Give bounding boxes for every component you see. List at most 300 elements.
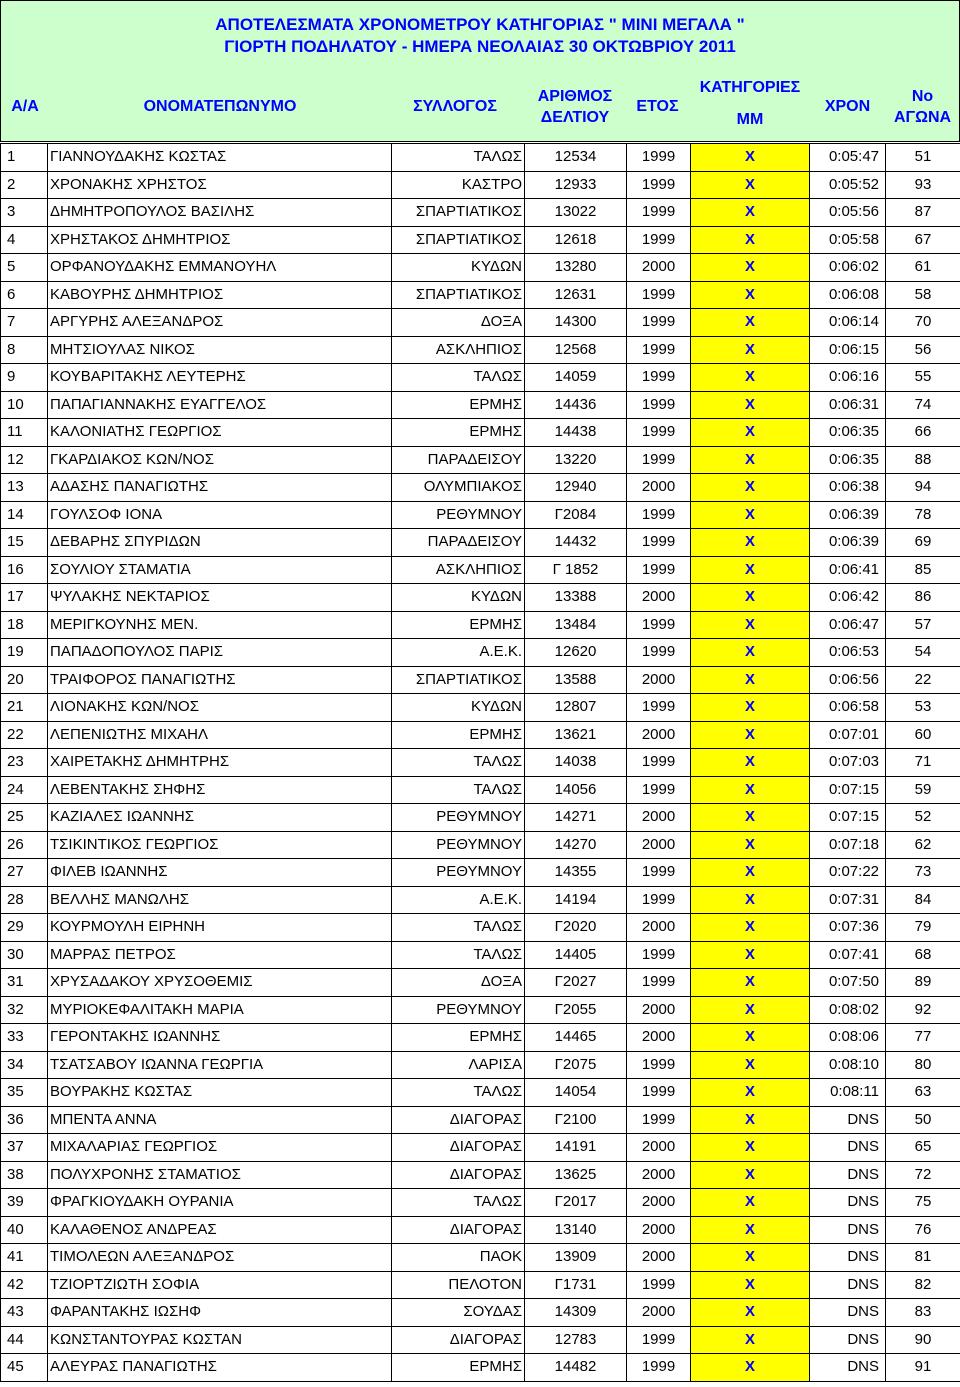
license-number: Γ1731	[525, 1271, 627, 1299]
finish-time: 0:07:18	[810, 831, 886, 859]
club-name: ΔΙΑΓΟΡΑΣ	[392, 1134, 525, 1162]
category-mark: Χ	[691, 474, 810, 502]
race-number: 82	[886, 1271, 960, 1299]
athlete-name: ΦΙΛΕΒ ΙΩΑΝΝΗΣ	[48, 859, 392, 887]
category-mark: Χ	[691, 364, 810, 392]
club-name: ΕΡΜΗΣ	[392, 721, 525, 749]
license-number: 14270	[525, 831, 627, 859]
finish-time: 0:07:15	[810, 804, 886, 832]
club-name: ΚΥΔΩΝ	[392, 584, 525, 612]
birth-year: 1999	[627, 1354, 691, 1382]
race-number: 58	[886, 281, 960, 309]
col-header-aa: Α/Α	[11, 98, 39, 115]
category-mark: Χ	[691, 556, 810, 584]
category-mark: Χ	[691, 171, 810, 199]
birth-year: 1999	[627, 611, 691, 639]
table-row	[1, 144, 960, 172]
table-row	[1, 281, 960, 309]
license-number: 13484	[525, 611, 627, 639]
athlete-name: ΦΑΡΑΝΤΑΚΗΣ ΙΩΣΗΦ	[48, 1299, 392, 1327]
row-number: 45	[1, 1354, 48, 1382]
club-name: ΡΕΘΥΜΝΟΥ	[392, 831, 525, 859]
finish-time: DNS	[810, 1354, 886, 1382]
row-number: 37	[1, 1134, 48, 1162]
license-number: 13388	[525, 584, 627, 612]
table-row	[1, 611, 960, 639]
table-row	[1, 859, 960, 887]
category-mark: Χ	[691, 446, 810, 474]
table-row	[1, 419, 960, 447]
race-number: 54	[886, 639, 960, 667]
birth-year: 2000	[627, 1299, 691, 1327]
finish-time: 0:06:39	[810, 501, 886, 529]
finish-time: 0:08:02	[810, 996, 886, 1024]
category-mark: Χ	[691, 1326, 810, 1354]
finish-time: 0:06:14	[810, 309, 886, 337]
athlete-name: ΤΙΜΟΛΕΩΝ ΑΛΕΞΑΝΔΡΟΣ	[48, 1244, 392, 1272]
birth-year: 1999	[627, 364, 691, 392]
finish-time: 0:07:01	[810, 721, 886, 749]
table-row	[1, 804, 960, 832]
birth-year: 1999	[627, 144, 691, 172]
birth-year: 1999	[627, 1079, 691, 1107]
category-mark: Χ	[691, 886, 810, 914]
athlete-name: ΔΗΜΗΤΡΟΠΟΥΛΟΣ ΒΑΣΙΛΗΣ	[48, 199, 392, 227]
finish-time: 0:07:50	[810, 969, 886, 997]
athlete-name: ΧΡΟΝΑΚΗΣ ΧΡΗΣΤΟΣ	[48, 171, 392, 199]
athlete-name: ΒΟΥΡΑΚΗΣ ΚΩΣΤΑΣ	[48, 1079, 392, 1107]
birth-year: 1999	[627, 336, 691, 364]
race-number: 86	[886, 584, 960, 612]
category-mark: Χ	[691, 281, 810, 309]
finish-time: 0:07:03	[810, 749, 886, 777]
finish-time: 0:07:36	[810, 914, 886, 942]
birth-year: 1999	[627, 556, 691, 584]
club-name: ΛΑΡΙΣΑ	[392, 1051, 525, 1079]
race-number: 77	[886, 1024, 960, 1052]
finish-time: 0:05:47	[810, 144, 886, 172]
race-number: 22	[886, 666, 960, 694]
row-number: 6	[1, 281, 48, 309]
table-row	[1, 529, 960, 557]
license-number: Γ2027	[525, 969, 627, 997]
finish-time: DNS	[810, 1326, 886, 1354]
table-row	[1, 941, 960, 969]
finish-time: DNS	[810, 1106, 886, 1134]
row-number: 43	[1, 1299, 48, 1327]
category-mark: Χ	[691, 776, 810, 804]
row-number: 25	[1, 804, 48, 832]
athlete-name: ΚΑΒΟΥΡΗΣ ΔΗΜΗΤΡΙΟΣ	[48, 281, 392, 309]
license-number: 14038	[525, 749, 627, 777]
row-number: 17	[1, 584, 48, 612]
club-name: Α.Ε.Κ.	[392, 639, 525, 667]
table-row	[1, 501, 960, 529]
athlete-name: ΧΑΙΡΕΤΑΚΗΣ ΔΗΜΗΤΡΗΣ	[48, 749, 392, 777]
table-row	[1, 776, 960, 804]
race-number: 68	[886, 941, 960, 969]
category-mark: Χ	[691, 859, 810, 887]
table-row	[1, 309, 960, 337]
row-number: 13	[1, 474, 48, 502]
category-mark: Χ	[691, 226, 810, 254]
table-row	[1, 364, 960, 392]
table-row	[1, 226, 960, 254]
club-name: ΔΙΑΓΟΡΑΣ	[392, 1161, 525, 1189]
license-number: 13280	[525, 254, 627, 282]
birth-year: 2000	[627, 1024, 691, 1052]
table-row	[1, 639, 960, 667]
athlete-name: ΛΕΠΕΝΙΩΤΗΣ ΜΙΧΑΗΛ	[48, 721, 392, 749]
birth-year: 1999	[627, 749, 691, 777]
category-mark: Χ	[691, 1134, 810, 1162]
athlete-name: ΤΣΑΤΣΑΒΟΥ ΙΩΑΝΝΑ ΓΕΩΡΓΙΑ	[48, 1051, 392, 1079]
race-number: 51	[886, 144, 960, 172]
license-number: 13140	[525, 1216, 627, 1244]
category-mark: Χ	[691, 199, 810, 227]
birth-year: 2000	[627, 996, 691, 1024]
club-name: ΣΠΑΡΤΙΑΤΙΚΟΣ	[392, 226, 525, 254]
athlete-name: ΚΑΖΙΑΛΕΣ ΙΩΑΝΝΗΣ	[48, 804, 392, 832]
category-mark: Χ	[691, 1189, 810, 1217]
license-number: Γ2075	[525, 1051, 627, 1079]
club-name: ΕΡΜΗΣ	[392, 419, 525, 447]
table-row	[1, 1354, 960, 1382]
club-name: ΣΠΑΡΤΙΑΤΙΚΟΣ	[392, 281, 525, 309]
club-name: ΟΛΥΜΠΙΑΚΟΣ	[392, 474, 525, 502]
table-row	[1, 749, 960, 777]
license-number: Γ2055	[525, 996, 627, 1024]
race-number: 84	[886, 886, 960, 914]
license-number: 12534	[525, 144, 627, 172]
athlete-name: ΜΥΡΙΟΚΕΦΑΛΙΤΑΚΗ ΜΑΡΙΑ	[48, 996, 392, 1024]
row-number: 29	[1, 914, 48, 942]
athlete-name: ΑΔΑΣΗΣ ΠΑΝΑΓΙΩΤΗΣ	[48, 474, 392, 502]
athlete-name: ΔΕΒΑΡΗΣ ΣΠΥΡΙΔΩΝ	[48, 529, 392, 557]
page-subtitle: ΓΙΟΡΤΗ ΠΟΔΗΛΑΤΟΥ - ΗΜΕΡΑ ΝΕΟΛΑΙΑΣ 30 ΟΚΤΩΒΡΙΟΥ 2011	[224, 37, 736, 56]
col-header-race-2: ΑΓΩΝΑ	[893, 109, 952, 126]
table-row	[1, 1299, 960, 1327]
race-number: 87	[886, 199, 960, 227]
race-number: 55	[886, 364, 960, 392]
athlete-name: ΚΟΥΡΜΟΥΛΗ ΕΙΡΗΝΗ	[48, 914, 392, 942]
club-name: ΤΑΛΩΣ	[392, 144, 525, 172]
race-number: 67	[886, 226, 960, 254]
row-number: 19	[1, 639, 48, 667]
row-number: 7	[1, 309, 48, 337]
category-mark: Χ	[691, 309, 810, 337]
club-name: ΕΡΜΗΣ	[392, 1354, 525, 1382]
row-number: 21	[1, 694, 48, 722]
race-number: 85	[886, 556, 960, 584]
col-header-time: ΧΡΟΝ	[824, 98, 871, 115]
club-name: ΤΑΛΩΣ	[392, 914, 525, 942]
birth-year: 1999	[627, 1106, 691, 1134]
athlete-name: ΠΟΛΥΧΡΟΝΗΣ ΣΤΑΜΑΤΙΟΣ	[48, 1161, 392, 1189]
license-number: 14054	[525, 1079, 627, 1107]
row-number: 28	[1, 886, 48, 914]
athlete-name: ΚΑΛΑΘΕΝΟΣ ΑΝΔΡΕΑΣ	[48, 1216, 392, 1244]
license-number: 14482	[525, 1354, 627, 1382]
category-mark: Χ	[691, 1161, 810, 1189]
category-mark: Χ	[691, 996, 810, 1024]
finish-time: 0:08:10	[810, 1051, 886, 1079]
birth-year: 1999	[627, 1271, 691, 1299]
race-number: 66	[886, 419, 960, 447]
club-name: ΤΑΛΩΣ	[392, 1189, 525, 1217]
table-row	[1, 1051, 960, 1079]
row-number: 22	[1, 721, 48, 749]
table-row	[1, 721, 960, 749]
license-number: 12631	[525, 281, 627, 309]
club-name: ΤΑΛΩΣ	[392, 941, 525, 969]
license-number: 13588	[525, 666, 627, 694]
finish-time: 0:06:08	[810, 281, 886, 309]
row-number: 14	[1, 501, 48, 529]
athlete-name: ΒΕΛΛΗΣ ΜΑΝΩΛΗΣ	[48, 886, 392, 914]
finish-time: 0:05:56	[810, 199, 886, 227]
birth-year: 1999	[627, 419, 691, 447]
birth-year: 1999	[627, 1051, 691, 1079]
race-number: 93	[886, 171, 960, 199]
athlete-name: ΓΕΡΟΝΤΑΚΗΣ ΙΩΑΝΝΗΣ	[48, 1024, 392, 1052]
race-number: 90	[886, 1326, 960, 1354]
license-number: 13621	[525, 721, 627, 749]
finish-time: DNS	[810, 1134, 886, 1162]
row-number: 20	[1, 666, 48, 694]
club-name: ΡΕΘΥΜΝΟΥ	[392, 996, 525, 1024]
license-number: 12807	[525, 694, 627, 722]
athlete-name: ΚΩΝΣΤΑΝΤΟΥΡΑΣ ΚΩΣΤΑΝ	[48, 1326, 392, 1354]
race-number: 65	[886, 1134, 960, 1162]
row-number: 18	[1, 611, 48, 639]
table-row	[1, 1106, 960, 1134]
table-row	[1, 584, 960, 612]
race-number: 78	[886, 501, 960, 529]
category-mark: Χ	[691, 254, 810, 282]
club-name: ΔΟΞΑ	[392, 309, 525, 337]
club-name: ΣΟΥΔΑΣ	[392, 1299, 525, 1327]
license-number: 14436	[525, 391, 627, 419]
finish-time: 0:07:15	[810, 776, 886, 804]
finish-time: 0:06:15	[810, 336, 886, 364]
race-number: 50	[886, 1106, 960, 1134]
row-number: 40	[1, 1216, 48, 1244]
club-name: ΔΙΑΓΟΡΑΣ	[392, 1106, 525, 1134]
race-number: 71	[886, 749, 960, 777]
row-number: 35	[1, 1079, 48, 1107]
row-number: 32	[1, 996, 48, 1024]
row-number: 26	[1, 831, 48, 859]
finish-time: 0:06:35	[810, 446, 886, 474]
birth-year: 1999	[627, 639, 691, 667]
birth-year: 1999	[627, 694, 691, 722]
finish-time: 0:06:56	[810, 666, 886, 694]
category-mark: Χ	[691, 1354, 810, 1382]
license-number: 12783	[525, 1326, 627, 1354]
athlete-name: ΠΑΠΑΓΙΑΝΝΑΚΗΣ ΕΥΑΓΓΕΛΟΣ	[48, 391, 392, 419]
club-name: ΚΑΣΤΡΟ	[392, 171, 525, 199]
finish-time: 0:08:06	[810, 1024, 886, 1052]
license-number: 14059	[525, 364, 627, 392]
club-name: ΡΕΘΥΜΝΟΥ	[392, 501, 525, 529]
race-number: 94	[886, 474, 960, 502]
row-number: 10	[1, 391, 48, 419]
row-number: 27	[1, 859, 48, 887]
category-mark: Χ	[691, 584, 810, 612]
finish-time: 0:06:38	[810, 474, 886, 502]
row-number: 16	[1, 556, 48, 584]
table-row	[1, 474, 960, 502]
license-number: 14438	[525, 419, 627, 447]
license-number: Γ2084	[525, 501, 627, 529]
license-number: 14271	[525, 804, 627, 832]
category-mark: Χ	[691, 1244, 810, 1272]
athlete-name: ΓΚΑΡΔΙΑΚΟΣ ΚΩΝ/ΝΟΣ	[48, 446, 392, 474]
col-header-cat-1: ΚΑΤΗΓΟΡΙΕΣ	[699, 79, 801, 96]
row-number: 41	[1, 1244, 48, 1272]
category-mark: Χ	[691, 969, 810, 997]
club-name: ΔΟΞΑ	[392, 969, 525, 997]
birth-year: 1999	[627, 171, 691, 199]
birth-year: 2000	[627, 721, 691, 749]
finish-time: DNS	[810, 1271, 886, 1299]
row-number: 31	[1, 969, 48, 997]
table-row	[1, 1024, 960, 1052]
finish-time: 0:06:39	[810, 529, 886, 557]
table-row	[1, 914, 960, 942]
race-number: 74	[886, 391, 960, 419]
birth-year: 1999	[627, 969, 691, 997]
category-mark: Χ	[691, 391, 810, 419]
row-number: 34	[1, 1051, 48, 1079]
race-number: 63	[886, 1079, 960, 1107]
athlete-name: ΧΡΥΣΑΔΑΚΟΥ ΧΡΥΣΟΘΕΜΙΣ	[48, 969, 392, 997]
table-row	[1, 1326, 960, 1354]
club-name: ΔΙΑΓΟΡΑΣ	[392, 1216, 525, 1244]
row-number: 42	[1, 1271, 48, 1299]
finish-time: 0:06:16	[810, 364, 886, 392]
finish-time: 0:05:58	[810, 226, 886, 254]
table-row	[1, 694, 960, 722]
birth-year: 2000	[627, 914, 691, 942]
athlete-name: ΓΙΑΝΝΟΥΔΑΚΗΣ ΚΩΣΤΑΣ	[48, 144, 392, 172]
finish-time: 0:06:41	[810, 556, 886, 584]
license-number: 13909	[525, 1244, 627, 1272]
birth-year: 1999	[627, 309, 691, 337]
finish-time: DNS	[810, 1216, 886, 1244]
finish-time: DNS	[810, 1161, 886, 1189]
race-number: 57	[886, 611, 960, 639]
category-mark: Χ	[691, 749, 810, 777]
col-header-club: ΣΥΛΛΟΓΟΣ	[413, 98, 497, 115]
athlete-name: ΜΗΤΣΙΟΥΛΑΣ ΝΙΚΟΣ	[48, 336, 392, 364]
category-mark: Χ	[691, 1079, 810, 1107]
category-mark: Χ	[691, 694, 810, 722]
category-mark: Χ	[691, 529, 810, 557]
category-mark: Χ	[691, 1106, 810, 1134]
license-number: 12568	[525, 336, 627, 364]
race-number: 89	[886, 969, 960, 997]
birth-year: 2000	[627, 666, 691, 694]
license-number: 12620	[525, 639, 627, 667]
finish-time: 0:05:52	[810, 171, 886, 199]
table-row	[1, 254, 960, 282]
race-number: 56	[886, 336, 960, 364]
category-mark: Χ	[691, 1271, 810, 1299]
finish-time: 0:07:31	[810, 886, 886, 914]
category-mark: Χ	[691, 419, 810, 447]
club-name: ΤΑΛΩΣ	[392, 364, 525, 392]
license-number: 14056	[525, 776, 627, 804]
club-name: ΚΥΔΩΝ	[392, 694, 525, 722]
race-number: 73	[886, 859, 960, 887]
athlete-name: ΚΑΛΟΝΙΑΤΗΣ ΓΕΩΡΓΙΟΣ	[48, 419, 392, 447]
row-number: 23	[1, 749, 48, 777]
row-number: 38	[1, 1161, 48, 1189]
col-header-year: ΕΤΟΣ	[636, 98, 679, 115]
category-mark: Χ	[691, 1299, 810, 1327]
finish-time: 0:06:47	[810, 611, 886, 639]
category-mark: Χ	[691, 611, 810, 639]
birth-year: 1999	[627, 1326, 691, 1354]
col-header-cat-2: ΜΜ	[736, 111, 764, 128]
license-number: Γ2020	[525, 914, 627, 942]
race-number: 81	[886, 1244, 960, 1272]
birth-year: 2000	[627, 474, 691, 502]
club-name: ΠΑΡΑΔΕΙΣΟΥ	[392, 529, 525, 557]
race-number: 76	[886, 1216, 960, 1244]
birth-year: 1999	[627, 776, 691, 804]
club-name: ΕΡΜΗΣ	[392, 611, 525, 639]
birth-year: 1999	[627, 226, 691, 254]
birth-year: 1999	[627, 281, 691, 309]
birth-year: 1999	[627, 446, 691, 474]
row-number: 15	[1, 529, 48, 557]
table-row	[1, 996, 960, 1024]
row-number: 4	[1, 226, 48, 254]
athlete-name: ΣΟΥΛΙΟΥ ΣΤΑΜΑΤΙΑ	[48, 556, 392, 584]
category-mark: Χ	[691, 336, 810, 364]
athlete-name: ΤΡΑΙΦΟΡΟΣ ΠΑΝΑΓΙΩΤΗΣ	[48, 666, 392, 694]
category-mark: Χ	[691, 1024, 810, 1052]
row-number: 30	[1, 941, 48, 969]
table-row	[1, 336, 960, 364]
license-number: 12940	[525, 474, 627, 502]
race-number: 91	[886, 1354, 960, 1382]
birth-year: 1999	[627, 501, 691, 529]
athlete-name: ΜΑΡΡΑΣ ΠΕΤΡΟΣ	[48, 941, 392, 969]
row-number: 39	[1, 1189, 48, 1217]
table-row	[1, 1216, 960, 1244]
race-number: 61	[886, 254, 960, 282]
athlete-name: ΚΟΥΒΑΡΙΤΑΚΗΣ ΛΕΥΤΕΡΗΣ	[48, 364, 392, 392]
athlete-name: ΤΣΙΚΙΝΤΙΚΟΣ ΓΕΩΡΓΙΟΣ	[48, 831, 392, 859]
athlete-name: ΑΡΓΥΡΗΣ ΑΛΕΞΑΝΔΡΟΣ	[48, 309, 392, 337]
athlete-name: ΟΡΦΑΝΟΥΔΑΚΗΣ ΕΜΜΑΝΟΥΗΛ	[48, 254, 392, 282]
row-number: 2	[1, 171, 48, 199]
birth-year: 2000	[627, 1161, 691, 1189]
license-number: 12933	[525, 171, 627, 199]
table-row	[1, 1271, 960, 1299]
finish-time: 0:06:58	[810, 694, 886, 722]
birth-year: 2000	[627, 1189, 691, 1217]
table-row	[1, 1161, 960, 1189]
birth-year: 1999	[627, 529, 691, 557]
license-number: 14191	[525, 1134, 627, 1162]
race-number: 80	[886, 1051, 960, 1079]
club-name: ΣΠΑΡΤΙΑΤΙΚΟΣ	[392, 199, 525, 227]
